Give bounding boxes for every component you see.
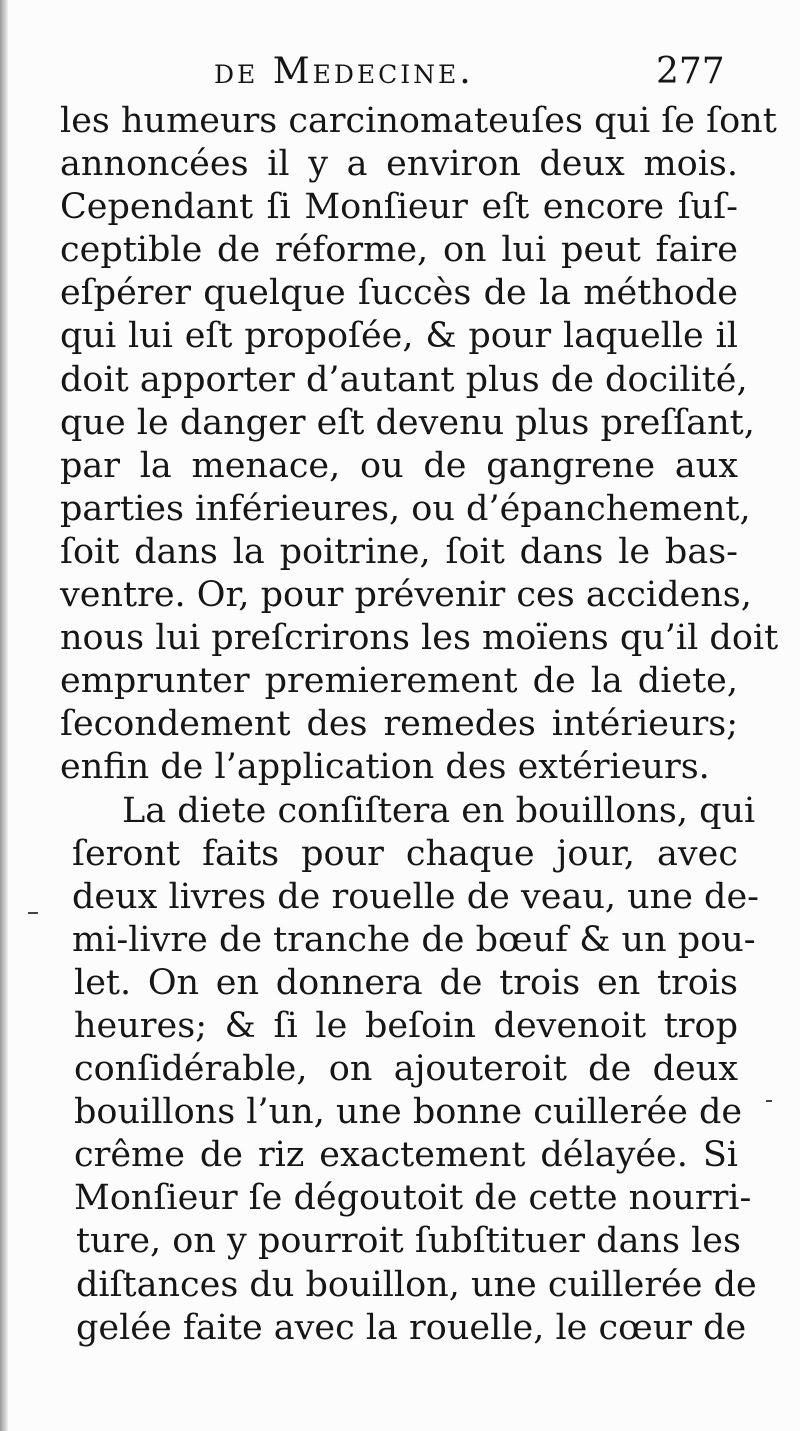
- text-line: qui lui eſt propoſée, & pour laquelle il: [60, 316, 738, 357]
- text-line: ventre. Or, pour prévenir ces accidens,: [60, 575, 752, 616]
- text-line: ture, on y pourroit ſubſtituer dans les: [76, 1221, 741, 1262]
- margin-speck: [28, 912, 38, 914]
- text-line: nous lui preſcrirons les moïens qu’il doit: [60, 618, 779, 659]
- page-number: 277: [656, 51, 725, 92]
- margin-speck: [766, 1100, 772, 1102]
- text-line: crême de riz exactement délayée. Si: [74, 1135, 738, 1176]
- text-line: enfin de l’application des extérieurs.: [60, 747, 710, 788]
- text-line: ſoit dans la poitrine, ſoit dans le bas-: [60, 531, 738, 572]
- text-line: emprunter premierement de la diete,: [60, 661, 738, 702]
- text-line: ceptible de réforme, on lui peut faire: [60, 230, 738, 271]
- body-text: [60, 100, 779, 1350]
- text-line: diſtances du bouillon, une cuillerée de: [76, 1264, 757, 1305]
- text-line: mi-livre de tranche de bœuf & un pou-: [72, 919, 756, 960]
- text-line: conſidérable, on ajouteroit de deux: [74, 1049, 738, 1090]
- text-line: let. On en donnera de trois en trois: [74, 962, 738, 1003]
- text-line: Monſieur ſe dégoutoit de cette nourri-: [74, 1178, 752, 1219]
- text-line: heures; & ſi le beſoin devenoit trop: [74, 1005, 738, 1046]
- text-line: ſecondement des remedes intérieurs;: [60, 704, 738, 745]
- text-line: La diete conſiſtera en bouillons, qui: [122, 790, 756, 831]
- text-line: ſeront faits pour chaque jour, avec: [72, 833, 738, 874]
- text-line: parties inférieures, ou d’épanchement,: [60, 488, 751, 529]
- text-line: gelée faite avec la rouelle, le cœur de: [76, 1307, 747, 1348]
- text-line: que le danger eſt devenu plus preſſant,: [60, 402, 755, 443]
- text-line: annoncées il y a environ deux mois.: [60, 144, 738, 185]
- text-line: par la menace, ou de gangrene aux: [60, 445, 738, 486]
- text-line: doit apporter d’autant plus de docilité,: [60, 359, 748, 400]
- text-line: Cependant ſi Monſieur eſt encore ſuſ-: [60, 187, 738, 228]
- page-gutter-shadow: [0, 0, 8, 1431]
- text-line: eſpérer quelque ſuccès de la méthode: [60, 273, 738, 314]
- text-line: les humeurs carcinomateuſes qui ſe ſont: [60, 101, 777, 141]
- text-line: bouillons l’un, une bonne cuillerée de: [74, 1092, 743, 1133]
- running-head: de Medecine.: [214, 51, 474, 92]
- text-line: deux livres de rouelle de veau, une de-: [72, 876, 759, 917]
